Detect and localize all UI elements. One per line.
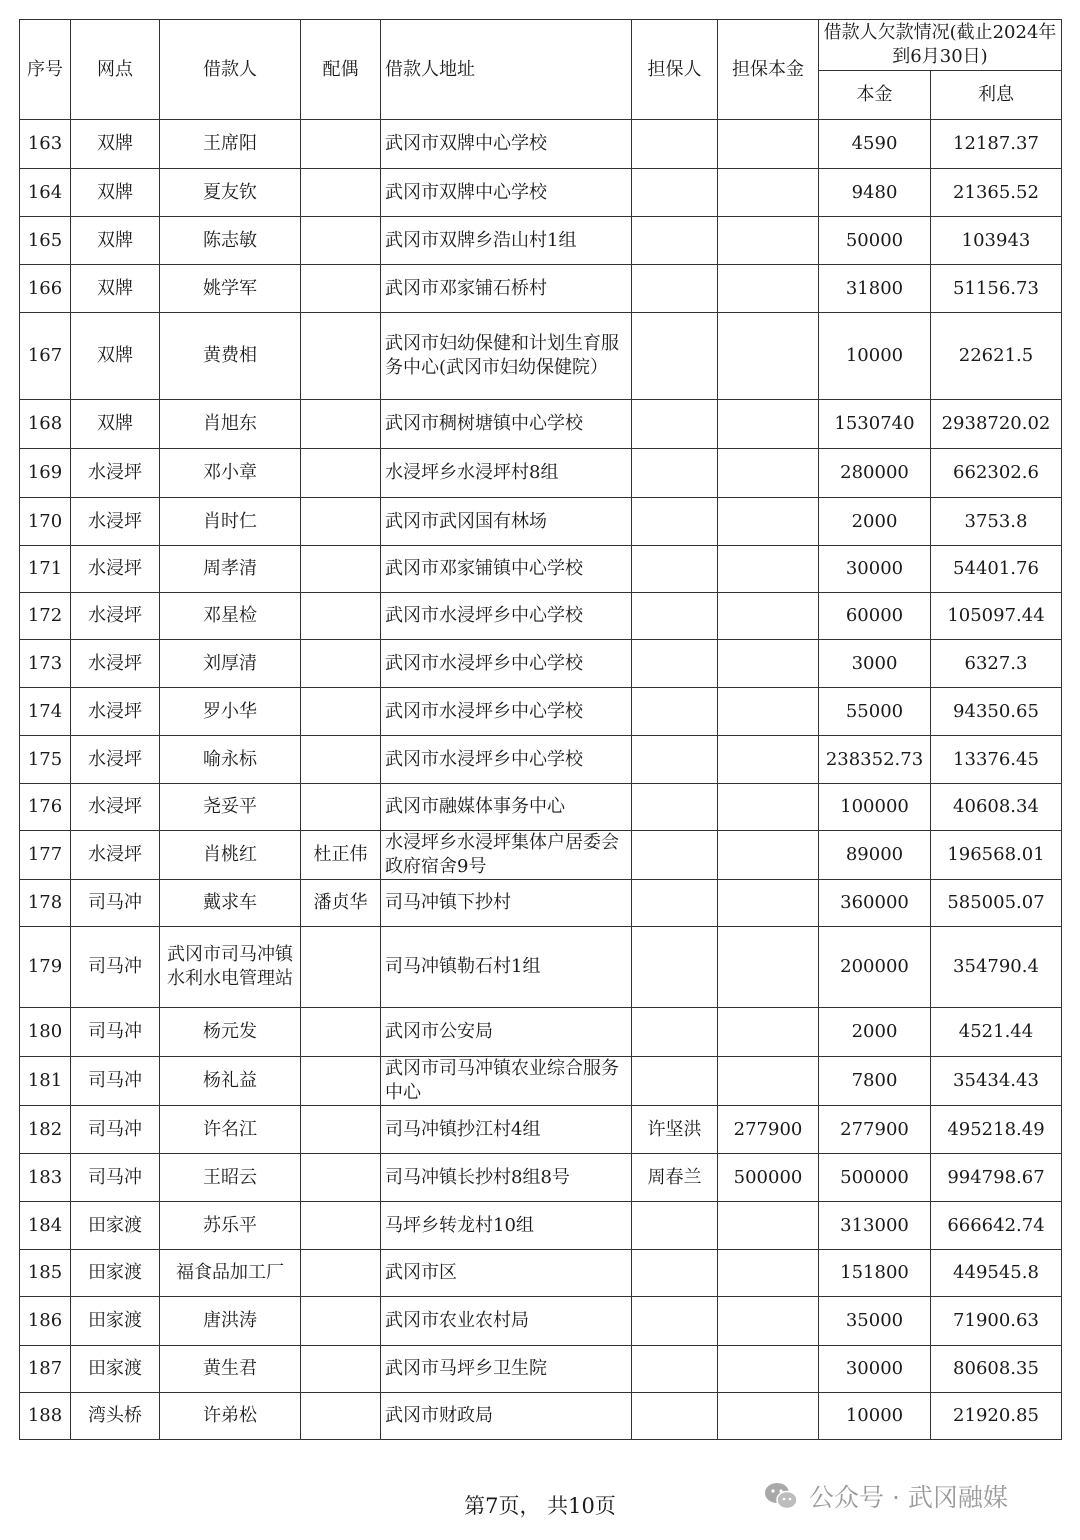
cell-principal: 2000 (819, 1008, 931, 1057)
cell-seq: 178 (20, 880, 71, 927)
table-row (20, 1297, 1062, 1346)
cell-guarantee-principal (718, 880, 819, 927)
cell-spouse (301, 217, 381, 265)
cell-interest: 40608.34 (931, 784, 1062, 831)
cell-interest: 80608.35 (931, 1346, 1062, 1393)
cell-spouse (301, 688, 381, 736)
header-seq: 序号 (20, 20, 71, 120)
cell-borrower: 杨元发 (160, 1008, 301, 1057)
table-row (20, 1106, 1062, 1154)
cell-interest: 666642.74 (931, 1202, 1062, 1250)
cell-spouse (301, 1346, 381, 1393)
cell-borrower: 王昭云 (160, 1154, 301, 1202)
header-address: 借款人地址 (381, 20, 632, 120)
header-borrower: 借款人 (160, 20, 301, 120)
cell-principal: 238352.73 (819, 736, 931, 784)
table-body (20, 120, 1062, 1440)
cell-guarantee-principal (718, 400, 819, 449)
table-header-row (20, 20, 1062, 71)
cell-address: 水浸坪乡水浸坪集体户居委会政府宿舍9号 (381, 831, 632, 880)
cell-borrower: 周孝清 (160, 546, 301, 593)
cell-principal: 10000 (819, 1393, 931, 1440)
cell-seq: 186 (20, 1297, 71, 1346)
cell-spouse (301, 1057, 381, 1106)
cell-interest: 51156.73 (931, 265, 1062, 313)
cell-interest: 71900.63 (931, 1297, 1062, 1346)
cell-spouse (301, 1008, 381, 1057)
cell-seq: 164 (20, 169, 71, 217)
cell-guarantor (632, 640, 718, 688)
cell-guarantor (632, 265, 718, 313)
cell-guarantor (632, 546, 718, 593)
cell-seq: 171 (20, 546, 71, 593)
cell-principal: 3000 (819, 640, 931, 688)
cell-guarantor (632, 927, 718, 1008)
cell-guarantee-principal (718, 1250, 819, 1297)
cell-borrower: 夏友钦 (160, 169, 301, 217)
table-row (20, 169, 1062, 217)
cell-principal: 4590 (819, 120, 931, 169)
table-row (20, 784, 1062, 831)
cell-interest: 354790.4 (931, 927, 1062, 1008)
cell-seq: 170 (20, 498, 71, 546)
cell-branch: 司马冲 (71, 880, 160, 927)
table-row (20, 120, 1062, 169)
cell-address: 武冈市区 (381, 1250, 632, 1297)
cell-seq: 175 (20, 736, 71, 784)
cell-spouse (301, 1202, 381, 1250)
cell-guarantee-principal (718, 217, 819, 265)
cell-address: 武冈市妇幼保健和计划生育服务中心(武冈市妇幼保健院） (381, 313, 632, 400)
cell-spouse (301, 1154, 381, 1202)
cell-spouse (301, 927, 381, 1008)
cell-borrower: 武冈市司马冲镇水利水电管理站 (160, 927, 301, 1008)
cell-borrower: 邓小章 (160, 449, 301, 498)
table-row (20, 1250, 1062, 1297)
cell-seq: 187 (20, 1346, 71, 1393)
cell-guarantee-principal (718, 640, 819, 688)
cell-seq: 176 (20, 784, 71, 831)
cell-guarantor: 许坚洪 (632, 1106, 718, 1154)
watermark-text: 公众号 · 武冈融媒 (809, 1483, 1008, 1512)
cell-seq: 183 (20, 1154, 71, 1202)
cell-borrower: 福食品加工厂 (160, 1250, 301, 1297)
cell-seq: 168 (20, 400, 71, 449)
cell-branch: 水浸坪 (71, 546, 160, 593)
table-row (20, 1154, 1062, 1202)
cell-principal: 360000 (819, 880, 931, 927)
table-row (20, 498, 1062, 546)
cell-interest: 35434.43 (931, 1057, 1062, 1106)
cell-principal: 50000 (819, 217, 931, 265)
cell-guarantee-principal (718, 688, 819, 736)
cell-principal: 89000 (819, 831, 931, 880)
cell-guarantee-principal (718, 831, 819, 880)
cell-branch: 司马冲 (71, 1106, 160, 1154)
cell-guarantee-principal (718, 546, 819, 593)
wechat-icon (763, 1481, 799, 1511)
cell-spouse (301, 593, 381, 640)
cell-address: 司马冲镇长抄村8组8号 (381, 1154, 632, 1202)
cell-branch: 田家渡 (71, 1346, 160, 1393)
cell-guarantor (632, 498, 718, 546)
cell-address: 司马冲镇下抄村 (381, 880, 632, 927)
cell-seq: 167 (20, 313, 71, 400)
cell-branch: 司马冲 (71, 1057, 160, 1106)
cell-seq: 166 (20, 265, 71, 313)
cell-branch: 田家渡 (71, 1202, 160, 1250)
cell-guarantee-principal: 277900 (718, 1106, 819, 1154)
cell-guarantee-principal (718, 1297, 819, 1346)
table-row (20, 927, 1062, 1008)
cell-principal: 30000 (819, 546, 931, 593)
cell-guarantee-principal (718, 736, 819, 784)
cell-interest: 4521.44 (931, 1008, 1062, 1057)
cell-guarantor (632, 593, 718, 640)
cell-borrower: 罗小华 (160, 688, 301, 736)
cell-branch: 田家渡 (71, 1250, 160, 1297)
cell-principal: 60000 (819, 593, 931, 640)
cell-address: 武冈市水浸坪乡中心学校 (381, 688, 632, 736)
cell-guarantor (632, 1202, 718, 1250)
cell-guarantor (632, 831, 718, 880)
table-row (20, 449, 1062, 498)
cell-spouse (301, 736, 381, 784)
cell-guarantor (632, 449, 718, 498)
cell-borrower: 刘厚清 (160, 640, 301, 688)
cell-spouse (301, 449, 381, 498)
cell-address: 武冈市财政局 (381, 1393, 632, 1440)
cell-borrower: 王席阳 (160, 120, 301, 169)
cell-guarantee-principal (718, 1346, 819, 1393)
cell-spouse (301, 784, 381, 831)
cell-seq: 165 (20, 217, 71, 265)
page-number: 第7页， 共10页 (464, 1494, 616, 1518)
cell-borrower: 杨礼益 (160, 1057, 301, 1106)
cell-guarantor (632, 1393, 718, 1440)
cell-branch: 司马冲 (71, 1008, 160, 1057)
cell-principal: 35000 (819, 1297, 931, 1346)
cell-principal: 7800 (819, 1057, 931, 1106)
cell-seq: 179 (20, 927, 71, 1008)
cell-guarantor (632, 1346, 718, 1393)
cell-borrower: 姚学军 (160, 265, 301, 313)
cell-principal: 277900 (819, 1106, 931, 1154)
cell-interest: 94350.65 (931, 688, 1062, 736)
cell-borrower: 尧妥平 (160, 784, 301, 831)
cell-spouse: 杜正伟 (301, 831, 381, 880)
cell-branch: 水浸坪 (71, 593, 160, 640)
cell-interest: 21920.85 (931, 1393, 1062, 1440)
cell-principal: 10000 (819, 313, 931, 400)
cell-address: 武冈市融媒体事务中心 (381, 784, 632, 831)
cell-principal: 313000 (819, 1202, 931, 1250)
cell-branch: 水浸坪 (71, 688, 160, 736)
cell-branch: 双牌 (71, 313, 160, 400)
cell-principal: 55000 (819, 688, 931, 736)
cell-address: 武冈市水浸坪乡中心学校 (381, 593, 632, 640)
cell-spouse (301, 169, 381, 217)
cell-branch: 湾头桥 (71, 1393, 160, 1440)
cell-borrower: 肖时仁 (160, 498, 301, 546)
cell-branch: 双牌 (71, 169, 160, 217)
cell-seq: 188 (20, 1393, 71, 1440)
cell-interest: 6327.3 (931, 640, 1062, 688)
cell-spouse (301, 120, 381, 169)
cell-seq: 169 (20, 449, 71, 498)
cell-seq: 180 (20, 1008, 71, 1057)
cell-borrower: 陈志敏 (160, 217, 301, 265)
cell-spouse (301, 1393, 381, 1440)
cell-address: 水浸坪乡水浸坪村8组 (381, 449, 632, 498)
cell-spouse (301, 498, 381, 546)
cell-principal: 1530740 (819, 400, 931, 449)
cell-guarantee-principal (718, 1057, 819, 1106)
cell-principal: 200000 (819, 927, 931, 1008)
cell-seq: 177 (20, 831, 71, 880)
cell-guarantee-principal (718, 313, 819, 400)
cell-branch: 司马冲 (71, 927, 160, 1008)
cell-address: 武冈市双牌中心学校 (381, 169, 632, 217)
table-row (20, 688, 1062, 736)
cell-address: 武冈市武冈国有林场 (381, 498, 632, 546)
cell-guarantor (632, 1008, 718, 1057)
cell-branch: 司马冲 (71, 1154, 160, 1202)
table-row (20, 1346, 1062, 1393)
cell-address: 武冈市双牌乡浩山村1组 (381, 217, 632, 265)
watermark (763, 1478, 1008, 1514)
cell-address: 武冈市邓家铺石桥村 (381, 265, 632, 313)
table-row (20, 265, 1062, 313)
cell-branch: 水浸坪 (71, 640, 160, 688)
cell-guarantee-principal (718, 449, 819, 498)
cell-seq: 185 (20, 1250, 71, 1297)
cell-seq: 172 (20, 593, 71, 640)
cell-seq: 182 (20, 1106, 71, 1154)
cell-borrower: 肖旭东 (160, 400, 301, 449)
header-principal: 本金 (819, 71, 931, 120)
cell-interest: 54401.76 (931, 546, 1062, 593)
cell-branch: 水浸坪 (71, 736, 160, 784)
cell-seq: 184 (20, 1202, 71, 1250)
table-row (20, 1008, 1062, 1057)
cell-branch: 水浸坪 (71, 831, 160, 880)
table-row (20, 880, 1062, 927)
cell-address: 马坪乡转龙村10组 (381, 1202, 632, 1250)
cell-borrower: 黄费相 (160, 313, 301, 400)
header-interest: 利息 (931, 71, 1062, 120)
cell-guarantor (632, 688, 718, 736)
cell-branch: 田家渡 (71, 1297, 160, 1346)
cell-guarantor (632, 120, 718, 169)
cell-interest: 585005.07 (931, 880, 1062, 927)
cell-principal: 30000 (819, 1346, 931, 1393)
table-row (20, 400, 1062, 449)
cell-principal: 2000 (819, 498, 931, 546)
cell-branch: 水浸坪 (71, 784, 160, 831)
cell-guarantor (632, 217, 718, 265)
cell-interest: 12187.37 (931, 120, 1062, 169)
cell-guarantee-principal (718, 169, 819, 217)
cell-principal: 9480 (819, 169, 931, 217)
cell-branch: 双牌 (71, 265, 160, 313)
cell-interest: 13376.45 (931, 736, 1062, 784)
cell-borrower: 黄生君 (160, 1346, 301, 1393)
table-row (20, 1393, 1062, 1440)
cell-interest: 449545.8 (931, 1250, 1062, 1297)
cell-principal: 100000 (819, 784, 931, 831)
cell-guarantor (632, 880, 718, 927)
cell-address: 武冈市司马冲镇农业综合服务中心 (381, 1057, 632, 1106)
cell-spouse (301, 265, 381, 313)
cell-guarantor (632, 1250, 718, 1297)
cell-guarantor (632, 1057, 718, 1106)
cell-guarantor (632, 313, 718, 400)
cell-seq: 163 (20, 120, 71, 169)
cell-guarantor (632, 400, 718, 449)
cell-guarantee-principal (718, 784, 819, 831)
table-row (20, 640, 1062, 688)
cell-interest: 3753.8 (931, 498, 1062, 546)
cell-spouse (301, 1106, 381, 1154)
cell-principal: 31800 (819, 265, 931, 313)
cell-borrower: 苏乐平 (160, 1202, 301, 1250)
cell-spouse (301, 640, 381, 688)
cell-spouse (301, 400, 381, 449)
cell-guarantor (632, 169, 718, 217)
cell-borrower: 邓星检 (160, 593, 301, 640)
cell-interest: 103943 (931, 217, 1062, 265)
cell-branch: 双牌 (71, 400, 160, 449)
cell-borrower: 戴求车 (160, 880, 301, 927)
cell-guarantor (632, 784, 718, 831)
cell-interest: 21365.52 (931, 169, 1062, 217)
cell-borrower: 肖桃红 (160, 831, 301, 880)
table-row (20, 313, 1062, 400)
cell-guarantee-principal: 500000 (718, 1154, 819, 1202)
cell-seq: 173 (20, 640, 71, 688)
cell-guarantee-principal (718, 1393, 819, 1440)
cell-interest: 994798.67 (931, 1154, 1062, 1202)
cell-address: 武冈市农业农村局 (381, 1297, 632, 1346)
cell-interest: 22621.5 (931, 313, 1062, 400)
cell-borrower: 喻永标 (160, 736, 301, 784)
cell-guarantor (632, 1297, 718, 1346)
cell-branch: 水浸坪 (71, 498, 160, 546)
cell-principal: 151800 (819, 1250, 931, 1297)
cell-guarantee-principal (718, 1008, 819, 1057)
cell-interest: 2938720.02 (931, 400, 1062, 449)
cell-seq: 174 (20, 688, 71, 736)
header-arrears-group: 借款人欠款情况(截止2024年到6月30日) (819, 20, 1062, 71)
table-row (20, 831, 1062, 880)
cell-interest: 495218.49 (931, 1106, 1062, 1154)
cell-address: 武冈市双牌中心学校 (381, 120, 632, 169)
cell-address: 武冈市邓家铺镇中心学校 (381, 546, 632, 593)
cell-guarantee-principal (718, 1202, 819, 1250)
cell-principal: 500000 (819, 1154, 931, 1202)
cell-interest: 105097.44 (931, 593, 1062, 640)
table-row (20, 546, 1062, 593)
cell-borrower: 唐洪涛 (160, 1297, 301, 1346)
cell-interest: 662302.6 (931, 449, 1062, 498)
cell-interest: 196568.01 (931, 831, 1062, 880)
cell-address: 司马冲镇勒石村1组 (381, 927, 632, 1008)
cell-address: 武冈市水浸坪乡中心学校 (381, 640, 632, 688)
header-branch: 网点 (71, 20, 160, 120)
table-row (20, 217, 1062, 265)
cell-guarantor: 周春兰 (632, 1154, 718, 1202)
cell-borrower: 许弟松 (160, 1393, 301, 1440)
cell-guarantee-principal (718, 593, 819, 640)
cell-guarantee-principal (718, 498, 819, 546)
cell-spouse (301, 1297, 381, 1346)
table-row (20, 593, 1062, 640)
cell-seq: 181 (20, 1057, 71, 1106)
header-guarantee-principal: 担保本金 (718, 20, 819, 120)
cell-branch: 水浸坪 (71, 449, 160, 498)
header-spouse: 配偶 (301, 20, 381, 120)
cell-address: 武冈市稠树塘镇中心学校 (381, 400, 632, 449)
cell-spouse (301, 546, 381, 593)
table-row (20, 1057, 1062, 1106)
loan-arrears-table (19, 19, 1062, 1440)
table-row (20, 1202, 1062, 1250)
cell-address: 武冈市水浸坪乡中心学校 (381, 736, 632, 784)
cell-borrower: 许名江 (160, 1106, 301, 1154)
cell-address: 武冈市马坪乡卫生院 (381, 1346, 632, 1393)
cell-branch: 双牌 (71, 120, 160, 169)
cell-guarantee-principal (718, 120, 819, 169)
cell-branch: 双牌 (71, 217, 160, 265)
cell-address: 武冈市公安局 (381, 1008, 632, 1057)
cell-spouse (301, 313, 381, 400)
cell-address: 司马冲镇抄江村4组 (381, 1106, 632, 1154)
cell-spouse (301, 1250, 381, 1297)
cell-principal: 280000 (819, 449, 931, 498)
table-row (20, 736, 1062, 784)
cell-spouse: 潘贞华 (301, 880, 381, 927)
cell-guarantee-principal (718, 265, 819, 313)
header-guarantor: 担保人 (632, 20, 718, 120)
cell-guarantee-principal (718, 927, 819, 1008)
cell-guarantor (632, 736, 718, 784)
